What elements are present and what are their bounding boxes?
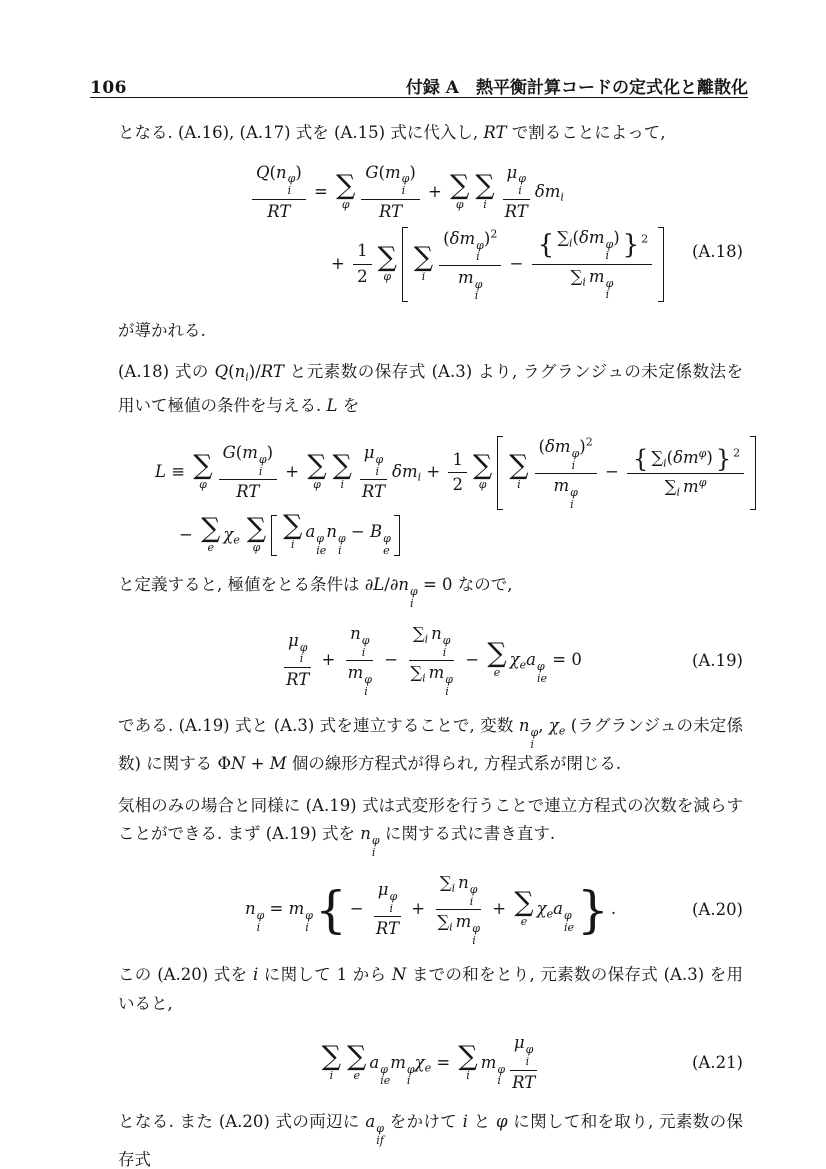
- equation-lagrangian: [118, 436, 743, 557]
- equation-line: + $\frac{1}{2}$ ∑ φ ∑ i (δm φ i )$^2$ m φ i − { ∑i(δm φ i ) } $^2$ ∑i m φ i: [331, 227, 743, 302]
- summation: ∑ i: [321, 1040, 342, 1082]
- summation: ∑ i: [458, 1040, 478, 1082]
- fraction: n φ i m φ i: [347, 624, 372, 698]
- equation-a20: [118, 873, 743, 946]
- paragraph-7: この (A.20) 式を i に関して 1 から N までの和をとり, 元素数の保存式 (A.3) を用いると,: [118, 965, 744, 1013]
- equation-a18: [118, 163, 743, 302]
- page-body: [118, 112, 743, 1169]
- paragraph-8: となる. また (A.20) 式の両辺に a φ if をかけて i と φ に関して和を取り, 元素数の保存式: [118, 1112, 743, 1169]
- fraction: (δm φ i )$^2$ m φ i: [439, 227, 501, 302]
- equation-line: Q(n φ i ) RT = ∑ φ G(m φ i ) RT + ∑ φ ∑ i μ φ i RT δmi: [249, 163, 743, 223]
- summation: ∑ φ: [450, 169, 470, 211]
- equation-number: (A.21): [691, 1053, 743, 1073]
- equation-a19: [118, 624, 743, 697]
- curly-braces: { ∑i(δm φ i ) }: [537, 227, 640, 263]
- equation-line: n φ i = m φ i { − μ φ i RT + ∑i n φ i ∑i m φ i + ∑ e χea φ ie } .: [244, 873, 617, 947]
- fraction: ∑i n φ i ∑i m φ i: [410, 624, 453, 698]
- equation-line: ∑ i ∑ e a φ ie m φ i χe = ∑ i m φ i μ φ i RT: [118, 1033, 743, 1093]
- summation: ∑ φ: [246, 513, 267, 555]
- fraction: G(m φ i ) RT: [361, 163, 419, 223]
- summation: ∑ φ: [472, 450, 493, 492]
- equation-line: − ∑ e χe ∑ φ ∑ i a φ ie n φ i − B φ e: [179, 515, 743, 556]
- summation: ∑ φ: [307, 450, 327, 492]
- fraction: (δm φ i )$^2$ m φ i: [535, 436, 597, 511]
- summation: ∑ e: [487, 638, 507, 680]
- fraction: G(m φ i ) RT: [219, 443, 277, 503]
- summation: ∑ e: [201, 513, 221, 555]
- paragraph-3: (A.18) 式の Q(ni)/RT と元素数の保存式 (A.3) より, ラグランジュの未定係数法を用いて極値の条件を与える. L を: [118, 362, 744, 416]
- curly-braces: { − μ φ i RT + ∑i n φ i ∑i m φ i + ∑ e χea φ ie }: [314, 873, 609, 947]
- fraction: μ φ i RT: [358, 443, 389, 503]
- summation: ∑ e: [514, 887, 534, 929]
- summation: ∑ i: [413, 242, 434, 283]
- summation: ∑ i: [332, 450, 352, 492]
- curly-braces: { $\sum i(\delta m^\varphi)$ }: [633, 444, 732, 473]
- paragraph-1: となる. (A.16), (A.17) 式を (A.15) 式に代入し, RT で割ることによって,: [118, 123, 666, 142]
- paragraph-6: 気相のみの場合と同様に (A.19) 式は式変形を行うことで連立方程式の次数を減らすことができる. まず (A.19) 式を n φ i に関する式に書き直す.: [118, 795, 744, 859]
- equation-number: (A.18): [691, 241, 743, 261]
- equation-number: (A.20): [691, 899, 743, 919]
- paragraph-2: が導かれる.: [118, 320, 206, 340]
- summation: ∑ i: [475, 169, 495, 211]
- page-header: [90, 78, 748, 98]
- fraction: { $\sum i(\delta m^\varphi)$ } $^2$ ∑i $m^\varphi$: [627, 447, 744, 499]
- fraction: ∑i n φ i ∑i m φ i: [437, 873, 480, 947]
- paragraph-4: と定義すると, 極値をとる条件は ∂L/∂n φ i = 0 なので,: [118, 575, 513, 610]
- running-title: 付録 A 熱平衡計算コードの定式化と離散化: [405, 78, 748, 98]
- summation: ∑ i: [283, 510, 303, 552]
- fraction: μ φ i RT: [372, 880, 403, 940]
- fraction: { ∑i(δm φ i ) } $^2$ ∑i m φ i: [532, 228, 653, 301]
- summation: ∑ e: [347, 1040, 367, 1082]
- page-number: 106: [90, 78, 127, 98]
- equation-line: L ≡ ∑ φ G(m φ i ) RT + ∑ φ ∑ i μ φ i RT δmi + $\frac{1}{2}$ ∑ φ ∑ i (δm φ i )$^2$ m φ i − { $\sum i(\delta m^\varphi)$ } $^2$ ∑i $m^\varphi$: [155, 436, 743, 511]
- equation-a21: [118, 1033, 743, 1093]
- equation-number: (A.19): [691, 650, 743, 670]
- summation: ∑ φ: [377, 242, 397, 283]
- fraction: Q(n φ i ) RT: [252, 163, 306, 223]
- summation: ∑ φ: [336, 169, 356, 211]
- fraction: $\frac{1}{2}$: [448, 450, 467, 496]
- equation-line: μ φ i RT + n φ i m φ i − ∑i n φ i ∑i m φ i − ∑ e χea φ ie = 0: [118, 624, 743, 697]
- square-brackets: ∑ i a φ ie n φ i − B φ e: [271, 515, 400, 556]
- paragraph-5: である. (A.19) 式と (A.3) 式を連立することで, 変数 n φ i , χe (ラグランジュの未定係数) に関する ΦN + M 個の線形方程式が得られ, 方程式系が閉じる.: [118, 716, 743, 774]
- summation: ∑ φ: [193, 450, 213, 492]
- square-brackets: ∑ i (δm φ i )$^2$ m φ i − { ∑i(δm φ i ) } $^2$ ∑i m φ i: [402, 227, 664, 302]
- header-rule: [90, 97, 748, 98]
- fraction: μ φ i RT: [501, 163, 532, 223]
- fraction: μ φ i RT: [282, 631, 313, 691]
- summation: ∑ i: [509, 450, 529, 492]
- fraction: μ φ i RT: [508, 1033, 539, 1093]
- square-brackets: ∑ i (δm φ i )$^2$ m φ i − { $\sum i(\delta m^\varphi)$ } $^2$ ∑i $m^\varphi$: [497, 436, 756, 511]
- fraction: $\frac{1}{2}$: [353, 241, 372, 287]
